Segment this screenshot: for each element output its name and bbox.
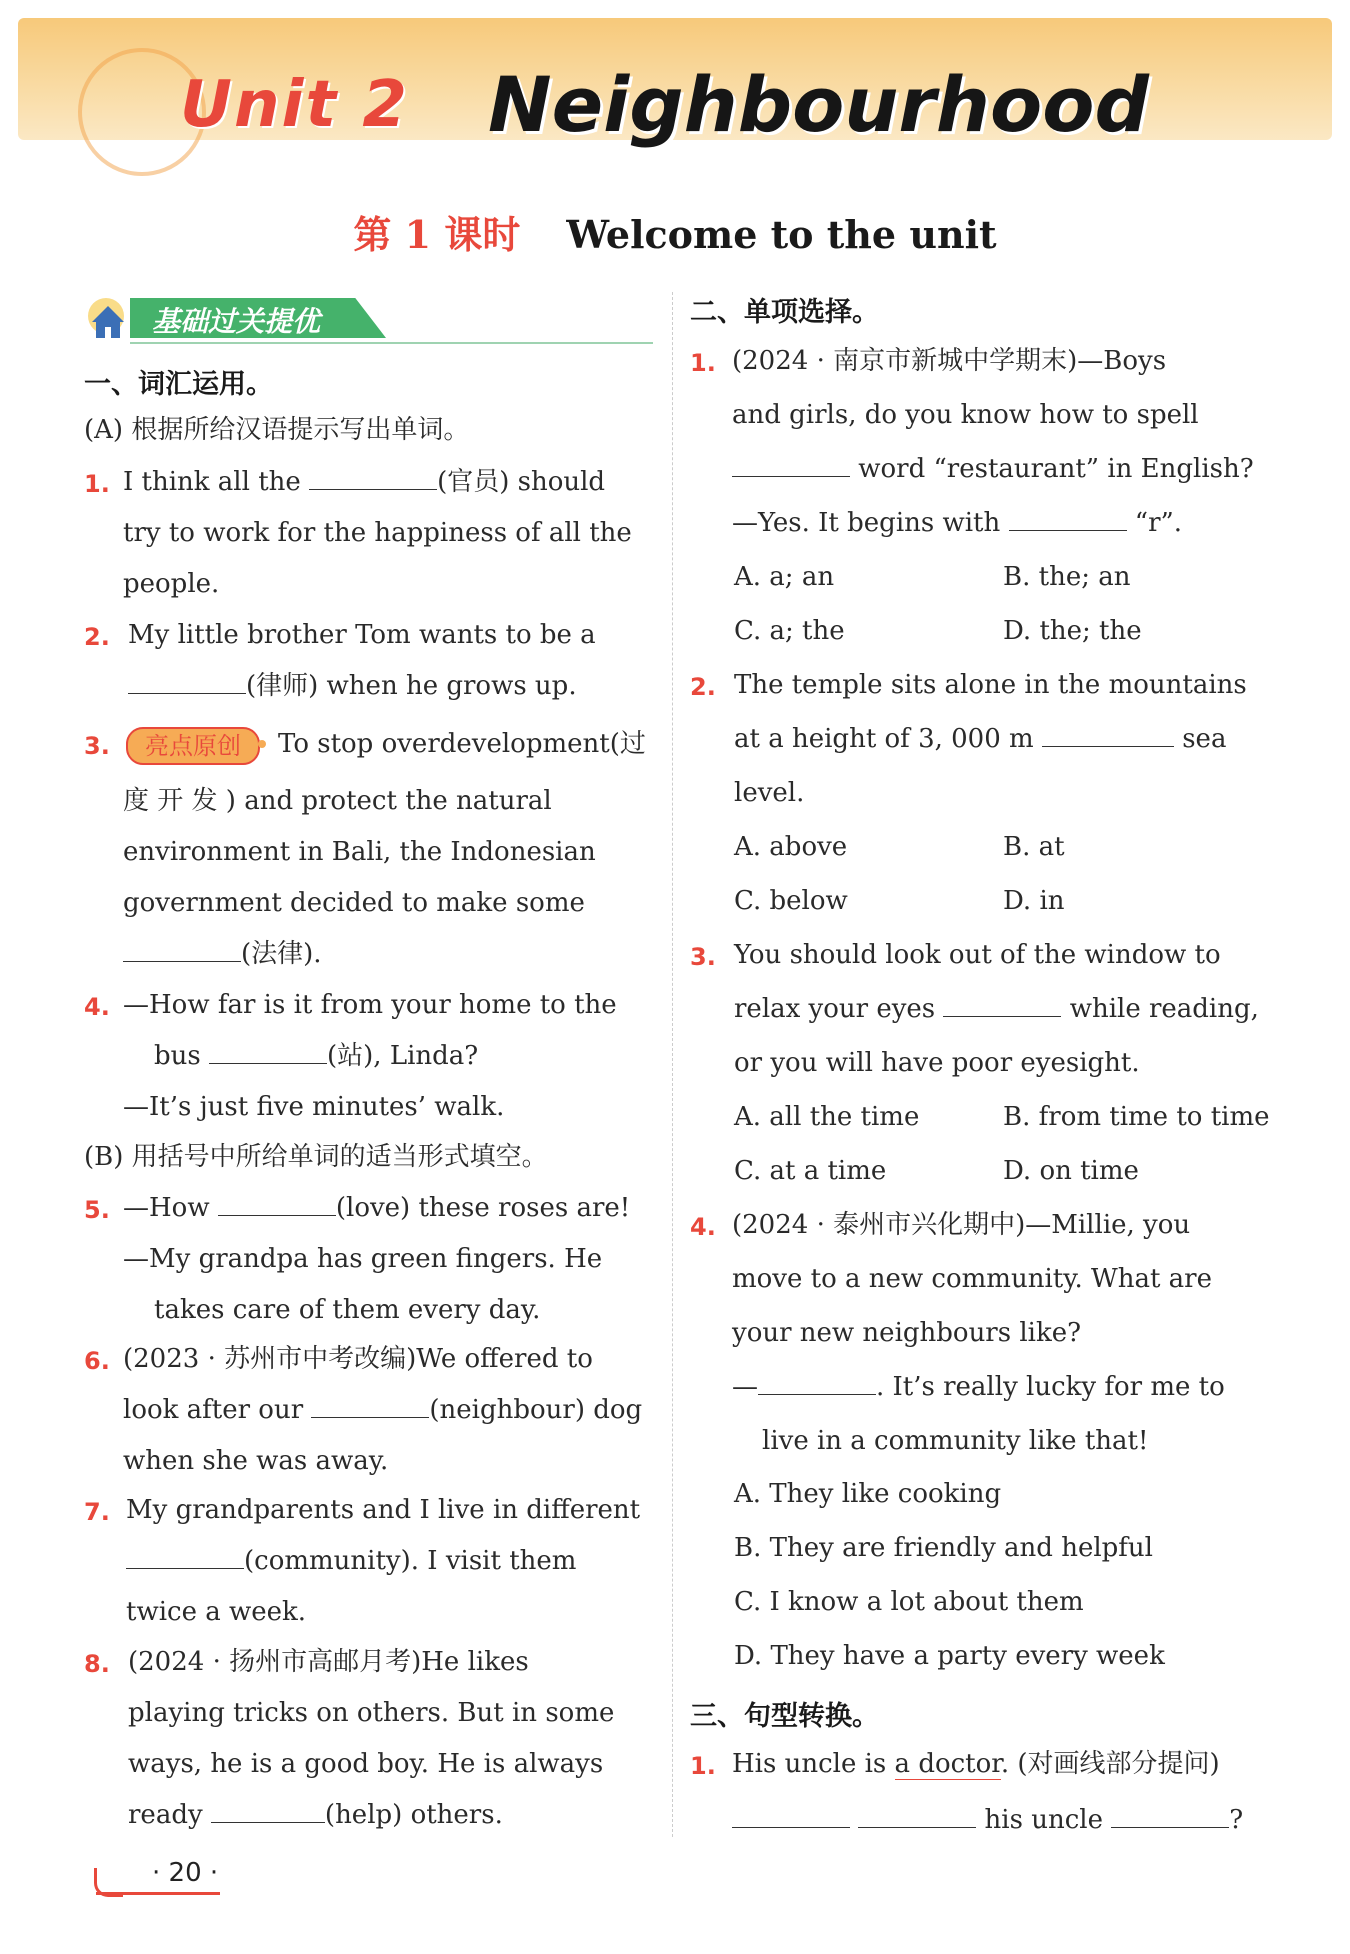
question-text: You should look out of the window to	[734, 940, 1221, 970]
question-text: 度 开 发 ) and protect the natural	[123, 786, 552, 816]
question-text: bus (站), Linda?	[154, 1041, 479, 1071]
answer-blank[interactable]	[211, 1822, 325, 1823]
question-text: try to work for the happiness of all the	[123, 518, 632, 548]
question-text: level.	[734, 778, 805, 808]
answer-blank[interactable]	[209, 1063, 327, 1064]
question-number: 4.	[84, 993, 110, 1021]
question-text: —It’s just five minutes’ walk.	[123, 1092, 505, 1122]
question-text: at a height of 3, 000 m sea	[734, 724, 1227, 754]
option-d[interactable]: D. the; the	[1003, 616, 1142, 646]
question-text: —How far is it from your home to the	[123, 990, 617, 1020]
option-a[interactable]: A. all the time	[734, 1102, 920, 1132]
highlight-tag: 亮点原创	[126, 727, 260, 765]
part3-title: 三、句型转换。	[690, 1701, 879, 1732]
question-number: 1.	[84, 470, 110, 498]
question-number: 6.	[84, 1347, 110, 1375]
question-text: (2024 · 泰州市兴化期中)—Millie, you	[732, 1210, 1191, 1240]
question-number: 4.	[690, 1213, 716, 1241]
answer-blank[interactable]	[1042, 746, 1174, 747]
option-c[interactable]: C. a; the	[734, 616, 845, 646]
option-b[interactable]: B. at	[1003, 832, 1065, 862]
question-text: The temple sits alone in the mountains	[734, 670, 1247, 700]
question-text: (2024 · 南京市新城中学期末)—Boys	[732, 346, 1167, 376]
question-text: (2023 · 苏州市中考改编)We offered to	[123, 1344, 593, 1374]
answer-blank[interactable]	[123, 961, 241, 962]
question-text: look after our (neighbour) dog	[123, 1395, 643, 1425]
underlined-phrase: a doctor	[894, 1749, 1001, 1779]
question-number: 3.	[690, 943, 716, 971]
badge-text: 基础过关提优	[152, 305, 321, 338]
question-text: and girls, do you know how to spell	[732, 400, 1199, 430]
unit-title: Neighbourhood	[488, 60, 1149, 149]
option-a[interactable]: A. They like cooking	[734, 1479, 1002, 1509]
question-text: (法律).	[123, 939, 322, 969]
question-text: To stop overdevelopment(过	[278, 729, 646, 759]
question-text: your new neighbours like?	[732, 1318, 1082, 1348]
question-text: (律师) when he grows up.	[128, 671, 577, 701]
lesson-name: Welcome to the unit	[566, 212, 997, 257]
option-a[interactable]: A. above	[734, 832, 848, 862]
answer-blank[interactable]	[732, 476, 850, 477]
question-text: government decided to make some	[123, 888, 585, 918]
unit-label: Unit 2	[180, 68, 409, 142]
question-text: My little brother Tom wants to be a	[128, 620, 596, 650]
option-c[interactable]: C. at a time	[734, 1156, 887, 1186]
page-number: · 20 ·	[152, 1858, 219, 1888]
question-text: (community). I visit them	[126, 1546, 576, 1576]
section-badge	[84, 296, 400, 342]
lesson-number: 第 1 课时	[353, 212, 521, 257]
tag-dot	[258, 740, 266, 748]
house-icon	[84, 296, 132, 342]
question-text: —Yes. It begins with “r”.	[732, 508, 1183, 538]
partB-instruction: (B) 用括号中所给单词的适当形式填空。	[84, 1142, 548, 1172]
option-c[interactable]: C. below	[734, 886, 848, 916]
question-text: — . It’s really lucky for me to	[732, 1372, 1225, 1402]
question-text: takes care of them every day.	[154, 1295, 541, 1325]
answer-blank[interactable]	[1111, 1827, 1229, 1828]
question-text: move to a new community. What are	[732, 1264, 1212, 1294]
option-b[interactable]: B. the; an	[1003, 562, 1131, 592]
option-d[interactable]: D. on time	[1003, 1156, 1139, 1186]
question-number: 3.	[84, 732, 110, 760]
column-divider	[672, 292, 673, 1837]
answer-blank[interactable]	[858, 1827, 976, 1828]
question-text: when she was away.	[123, 1446, 389, 1476]
question-text: playing tricks on others. But in some	[128, 1698, 615, 1728]
answer-blank[interactable]	[126, 1568, 244, 1569]
question-number: 1.	[690, 1752, 716, 1780]
answer-blank[interactable]	[732, 1827, 850, 1828]
question-number: 8.	[84, 1650, 110, 1678]
badge-underline	[130, 342, 653, 344]
question-text: word “restaurant” in English?	[732, 454, 1254, 484]
question-text: live in a community like that!	[762, 1426, 1149, 1456]
part1-title: 一、词汇运用。	[84, 369, 273, 400]
question-text: (2024 · 扬州市高邮月考)He likes	[128, 1647, 529, 1677]
question-text: people.	[123, 569, 220, 599]
answer-blank[interactable]	[1009, 530, 1127, 531]
question-text: or you will have poor eyesight.	[734, 1048, 1140, 1078]
answer-blank[interactable]	[128, 693, 246, 694]
option-b[interactable]: B. They are friendly and helpful	[734, 1533, 1153, 1563]
question-text: his uncle ?	[732, 1805, 1243, 1835]
question-number: 7.	[84, 1498, 110, 1526]
question-number: 1.	[690, 349, 716, 377]
option-b[interactable]: B. from time to time	[1003, 1102, 1270, 1132]
answer-blank[interactable]	[309, 489, 437, 490]
question-text: —My grandpa has green fingers. He	[123, 1244, 603, 1274]
question-text: His uncle is a doctor. (对画线部分提问)	[732, 1749, 1220, 1779]
answer-blank[interactable]	[758, 1394, 876, 1395]
option-c[interactable]: C. I know a lot about them	[734, 1587, 1084, 1617]
answer-blank[interactable]	[943, 1016, 1061, 1017]
page-number-underline	[96, 1892, 220, 1895]
question-text: twice a week.	[126, 1597, 307, 1627]
option-d[interactable]: D. in	[1003, 886, 1065, 916]
option-a[interactable]: A. a; an	[734, 562, 835, 592]
partA-instruction: (A) 根据所给汉语提示写出单词。	[84, 415, 470, 445]
question-text: My grandparents and I live in different	[126, 1495, 641, 1525]
question-number: 5.	[84, 1196, 110, 1224]
part2-title: 二、单项选择。	[690, 297, 879, 328]
question-text: relax your eyes while reading,	[734, 994, 1259, 1024]
question-text: —How (love) these roses are!	[123, 1193, 631, 1223]
answer-blank[interactable]	[311, 1417, 429, 1418]
question-number: 2.	[84, 623, 110, 651]
lesson-title	[0, 204, 1350, 259]
question-text: ways, he is a good boy. He is always	[128, 1749, 604, 1779]
answer-blank[interactable]	[218, 1215, 336, 1216]
question-text: environment in Bali, the Indonesian	[123, 837, 596, 867]
question-text: ready (help) others.	[128, 1800, 503, 1830]
question-number: 2.	[690, 673, 716, 701]
question-text: I think all the (官员) should	[123, 467, 606, 497]
option-d[interactable]: D. They have a party every week	[734, 1641, 1165, 1671]
